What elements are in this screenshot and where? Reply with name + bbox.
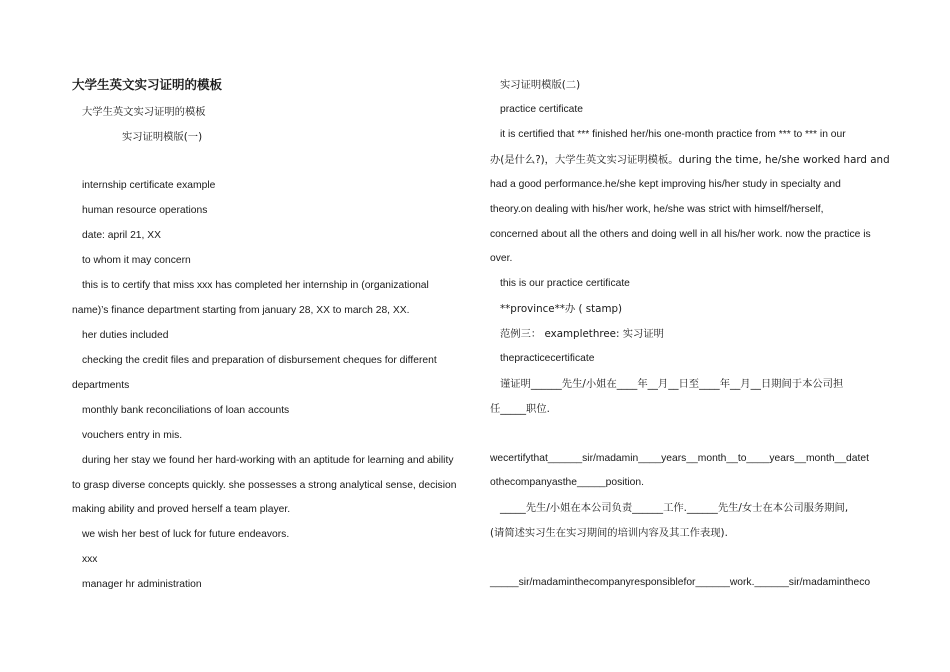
text-line: wecertifythat______sir/madamin____years__month__to____years__month__datet <box>490 453 869 464</box>
text-line: date: april 21, XX <box>82 230 161 241</box>
text-line: 范例三： examplethree: 实习证明 <box>500 328 664 340</box>
text-line: **province**办 ( stamp) <box>500 303 623 315</box>
document-title: 大学生英文实习证明的模板 <box>72 78 223 92</box>
text-line: othecompanyasthe_____position. <box>490 477 644 488</box>
text-line: we wish her best of luck for future endeavors. <box>82 529 290 540</box>
text-line: name)’s finance department starting from january 28, XX to march 28, XX. <box>72 305 410 316</box>
text-line: 谨证明______先生/小姐在____年__月__日至____年__月__日期间于本公司担 <box>500 378 844 390</box>
text-line: 任_____职位. <box>490 403 550 415</box>
text-line: internship certificate example <box>82 180 216 191</box>
template-heading-2: 实习证明模版(二) <box>500 79 581 91</box>
text-line: human resource operations <box>82 205 208 216</box>
text-line: to whom it may concern <box>82 255 191 266</box>
text-line: theory.on dealing with his/her work, he/she was strict with himself/herself, <box>490 204 824 215</box>
text-line: this is our practice certificate <box>500 278 630 289</box>
text-line: manager hr administration <box>82 579 202 590</box>
text-line: checking the credit files and preparation of disbursement cheques for different <box>82 355 437 366</box>
text-line: during her stay we found her hard-working with an aptitude for learning and ability <box>82 455 454 466</box>
text-line: over. <box>490 253 513 264</box>
text-line: making ability and proved herself a team player. <box>72 504 291 515</box>
text-line: her duties included <box>82 330 169 341</box>
text-line: _____先生/小姐在本公司负责______工作.______先生/女士在本公司服务期间, <box>500 502 849 514</box>
text-line: concerned about all the others and doing well in all his/her work. now the practice is <box>490 229 871 240</box>
text-line: _____sir/madaminthecompanyresponsiblefor______work.______sir/madamintheco <box>490 577 871 588</box>
document-subtitle: 大学生英文实习证明的模板 <box>82 106 206 118</box>
template-heading-1: 实习证明模版(一) <box>122 131 203 143</box>
text-line: this is to certify that miss xxx has completed her internship in (organizational <box>82 280 429 291</box>
text-line: thepracticecertificate <box>500 353 595 364</box>
text-line: xxx <box>82 554 98 565</box>
text-line: 办(是什么?)，大学生英文实习证明模板。during the time, he/she worked hard and <box>490 154 890 166</box>
text-line: practice certificate <box>500 104 583 115</box>
text-line: had a good performance.he/she kept improving his/her study in specialty and <box>490 179 841 190</box>
text-line: vouchers entry in mis. <box>82 430 183 441</box>
text-line: (请简述实习生在实习期间的培训内容及其工作表现). <box>490 527 728 539</box>
text-line: monthly bank reconciliations of loan accounts <box>82 405 290 416</box>
text-line: it is certified that *** finished her/his one-month practice from *** to *** in our <box>500 129 846 140</box>
text-line: to grasp diverse concepts quickly. she possesses a strong analytical sense, decision <box>72 480 457 491</box>
text-line: departments <box>72 380 130 391</box>
